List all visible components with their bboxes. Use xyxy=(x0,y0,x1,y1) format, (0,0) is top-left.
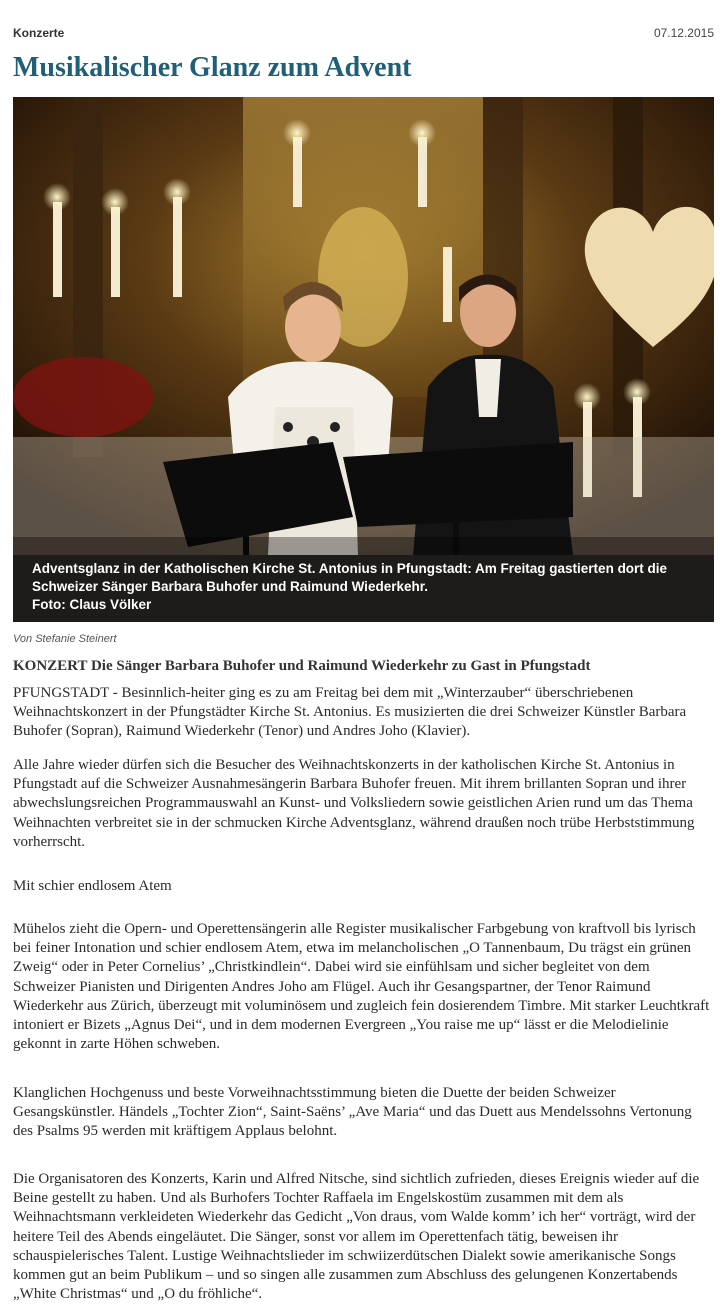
article-kicker: KONZERT Die Sänger Barbara Buhofer und Raimund Wiederkehr zu Gast in Pfungstadt xyxy=(13,658,591,674)
publish-date: 07.12.2015 xyxy=(653,26,714,40)
body-paragraph: Klanglichen Hochgenuss und beste Vorweihnachtsstimmung bieten die Duette der beiden Schweizer Gesangskünstler. Händels „Tochter Zion“, Saint-Saëns’ „Ave Maria“ und das Duett aus Mendelssohns Vertonung des Psalms 95 werden mit kräftigem Applaus belohnt. xyxy=(13,1085,692,1140)
lead-paragraph: PFUNGSTADT - Besinnlich-heiter ging es zu am Freitag bei dem mit „Winterzauber“ überschriebenen Weihnachtskonzert in der Pfungstädter Kirche St. Antonius. Es musizierten die drei Schweizer Künstler Barbara Buhofer (Sopran), Raimund Wiederkehr (Tenor) und Andres Joho (Klavier). xyxy=(13,685,687,740)
body-paragraph: Die Organisatoren des Konzerts, Karin und Alfred Nitsche, sind sichtlich zufrieden, dieses Ereignis wieder auf die Beine gestellt zu haben. Und als Burhofers Tochter Raffaela im Engelskostüm zusammen mit dem als Weihnachtsmann verkleideten Wiederkehr das Gedicht „Von draus, vom Walde komm’ ich her“ vorträgt, wird der heitere Teil des Abends eingeläutet. Die Sänger, sonst vor allem im Operettenfach tätig, beweisen ihr schauspielerisches Talent. Lustige Weihnachtslieder im schwiizerdütschen Dialekt sowie amerikanische Songs kommen gut an beim Publikum – und so singen alle zusammen zum Abschluss des gelungenen Konzertabends „White Christmas“ und „O du fröhliche“. xyxy=(13,1171,700,1303)
photo-caption xyxy=(32,560,702,614)
article-photo[interactable] xyxy=(13,97,714,622)
article-meta xyxy=(13,26,714,42)
body-paragraph: Alle Jahre wieder dürfen sich die Besucher des Weihnachtskonzerts in der katholischen Kirche St. Antonius in Pfungstadt auf die Schweizer Ausnahmesängerin Barbara Buhofer freuen. Mit ihrem brillanten Sopran und ihrer abwechslungsreichen Programmauswahl an Kunst- und Volksliedern sowie geistlichen Arien rund um das Thema Weihnachten verbreitet sie in der schmucken Kirche Adventsglanz, während draußen noch trübe Herbststimmung vorherrscht. xyxy=(13,757,695,850)
author-byline: Von Stefanie Steinert xyxy=(13,633,117,645)
photo-credit: Foto: Claus Völker xyxy=(32,597,152,612)
concert-photo-image xyxy=(13,97,714,555)
photo-caption-text: Adventsglanz in der Katholischen Kirche St. Antonius in Pfungstadt: Am Freitag gastierten dort die Schweizer Sänger Barbara Buhofer und Raimund Wiederkehr. xyxy=(32,561,668,594)
category-label[interactable]: Konzerte xyxy=(13,26,65,40)
section-subheading: Mit schier endlosem Atem xyxy=(13,878,172,894)
body-paragraph: Mühelos zieht die Opern- und Operettensängerin alle Register musikalischer Farbgebung von kraftvoll bis lyrisch bei feiner Intonation und schier endlosem Atem, etwa im melancholischen „O Tannenbaum, Du trägst ein grünen Zweig“ oder in Peter Cornelius’ „Christkindlein“. Dabei wird sie einfühlsam und sicher begleitet von dem Schweizer Pianisten und Dirigenten Andres Joho am Flügel. Auch ihr Gesangspartner, der Tenor Raimund Wiederkehr aus Zürich, überzeugt mit voluminösem und zugleich fein dosierendem Timbre. Mit starker Leuchtkraft intoniert er Bizets „Agnus Dei“, und in dem modernen Evergreen „You raise me up“ lässt er die Melodielinie gekonnt in zarte Höhen schweben. xyxy=(13,921,710,1053)
article-headline: Musikalischer Glanz zum Advent xyxy=(13,52,412,83)
